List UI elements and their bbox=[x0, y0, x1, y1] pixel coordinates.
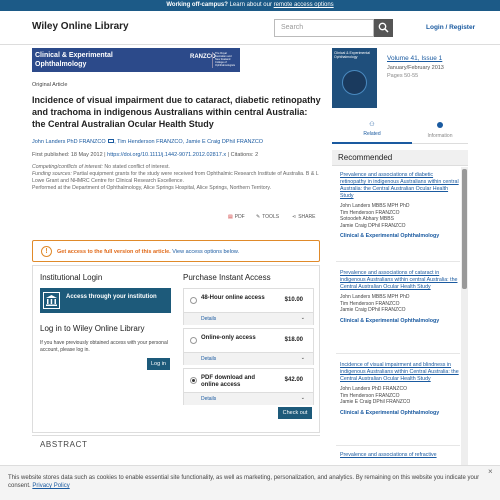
site-logo[interactable]: Wiley Online Library bbox=[32, 21, 129, 32]
recommended-scrollbar[interactable] bbox=[461, 167, 468, 467]
site-header bbox=[0, 11, 500, 45]
tab-related[interactable] bbox=[332, 118, 412, 144]
purchase-option[interactable] bbox=[183, 328, 314, 365]
recommended-author: Tim Henderson FRANZCO bbox=[340, 300, 400, 307]
divider bbox=[336, 445, 460, 446]
institution-access-button[interactable] bbox=[40, 288, 171, 313]
purchase-option[interactable] bbox=[183, 368, 314, 405]
details-label: Details bbox=[201, 396, 217, 402]
abstract-heading: ABSTRACT bbox=[40, 440, 88, 449]
login-description: If you have previously obtained access with your personal account, please log in. bbox=[40, 340, 168, 353]
journal-banner-org-logo: The Royal Australian and New Zealand College of Ophthalmologists bbox=[212, 52, 236, 68]
option-name: PDF download and online access bbox=[201, 375, 255, 388]
article-title: Incidence of visual impairment due to cataract, diabetic retinopathy and trachoma in indigenous Australians within central Australia: the Central Australian Ocular Health Study bbox=[32, 95, 321, 129]
email-icon[interactable] bbox=[108, 139, 114, 143]
funding-text: Partial equipment grants for the study were received from Ophthalmic Research Institute of Australia. B & L Lowe Grant and NHMRC Centre for Clinical Research Excellence. bbox=[32, 171, 319, 184]
option-radio[interactable] bbox=[190, 377, 197, 384]
journal-banner-name: Clinical & Experimental Ophthalmology bbox=[35, 52, 113, 68]
cookie-banner bbox=[0, 465, 500, 500]
cookie-text: This website stores data such as cookies to enable essential site functionality, as well as marketing, personalization, and analytics. By remaining on this website you indicate your consent. bbox=[8, 475, 480, 489]
list-item bbox=[340, 362, 460, 416]
option-price: $18.00 bbox=[284, 337, 303, 343]
divider bbox=[32, 435, 320, 436]
recommended-authors bbox=[340, 386, 460, 406]
access-notice bbox=[32, 240, 320, 262]
details-label: Details bbox=[201, 356, 217, 362]
info-circle-icon bbox=[437, 122, 443, 128]
institution-access-label: Access through your institution bbox=[66, 294, 157, 300]
option-details-toggle[interactable] bbox=[184, 352, 313, 365]
option-radio[interactable] bbox=[190, 337, 197, 344]
recommended-journal-link[interactable]: Clinical & Experimental Ophthalmology bbox=[340, 409, 440, 416]
info-icon: ! bbox=[41, 246, 52, 257]
login-button[interactable]: Log in bbox=[147, 358, 170, 370]
tools-button[interactable] bbox=[256, 214, 279, 220]
search-icon bbox=[378, 22, 389, 33]
off-campus-bar bbox=[0, 0, 500, 11]
recommended-journal-link[interactable]: Clinical & Experimental Ophthalmology bbox=[340, 317, 440, 324]
option-name: 48-Hour online access bbox=[201, 295, 265, 301]
option-price: $10.00 bbox=[284, 297, 303, 303]
list-item bbox=[340, 172, 460, 239]
list-item bbox=[340, 270, 460, 324]
option-radio[interactable] bbox=[190, 297, 197, 304]
performed-text: Performed at the Department of Ophthalmology, Alice Springs Hospital, Alice Springs, Northern Territory. bbox=[32, 185, 272, 191]
checkout-button[interactable]: Check out bbox=[278, 407, 312, 419]
first-published-date: 18 May 2012 bbox=[70, 152, 103, 158]
pdf-label: PDF bbox=[234, 214, 245, 220]
tab-information-label: Information bbox=[427, 133, 453, 139]
access-notice-bold: Get access to the full version of this article. bbox=[57, 249, 171, 255]
recommended-title-link[interactable]: Prevalence and associations of refractive bbox=[340, 452, 437, 458]
share-icon: ⋖ bbox=[292, 214, 297, 220]
remote-access-link[interactable]: remote access options bbox=[273, 2, 334, 8]
pdf-icon: ▤ bbox=[228, 214, 233, 220]
competing-text: No stated conflict of interest. bbox=[104, 164, 170, 170]
recommended-title-link[interactable]: Prevalence and associations of diabetic retinopathy in indigenous Australians within central Australia: the Central Australian Ocular Health Study bbox=[340, 172, 459, 199]
access-options-link[interactable]: View access options below. bbox=[172, 249, 240, 255]
option-name: Online-only access bbox=[201, 335, 256, 341]
journal-banner[interactable] bbox=[32, 48, 240, 72]
volume-issue-link[interactable]: Volume 41, Issue 1 bbox=[387, 55, 443, 62]
option-details-toggle[interactable] bbox=[184, 392, 313, 405]
cover-title: Clinical & Experimental Ophthalmology bbox=[334, 51, 370, 59]
login-register-link[interactable]: Login / Register bbox=[426, 24, 476, 31]
chevron-down-icon: ⌄ bbox=[300, 315, 305, 321]
first-published-label: First published: bbox=[32, 152, 70, 158]
article-notes bbox=[32, 164, 322, 192]
institution-icon bbox=[43, 292, 60, 309]
off-campus-text: Learn about our bbox=[229, 2, 272, 8]
competing-label: Competing/conflicts of interest: bbox=[32, 164, 103, 170]
chevron-down-icon: ⌄ bbox=[300, 395, 305, 401]
recommended-author: John Landers MBBS MPH PhD bbox=[340, 294, 410, 300]
search-button[interactable] bbox=[374, 19, 393, 37]
recommended-title-link[interactable]: Prevalence and associations of cataract in indigenous Australians within central Australia: the Central Australian Ocular Health Study bbox=[340, 270, 458, 290]
option-price: $42.00 bbox=[284, 377, 303, 383]
cover-image bbox=[342, 70, 367, 95]
tools-label: TOOLS bbox=[262, 214, 280, 220]
recommended-heading: Recommended bbox=[332, 150, 468, 166]
recommended-author: John Landers PhD FRANZCO bbox=[340, 386, 407, 392]
purchase-option[interactable] bbox=[183, 288, 314, 325]
recommended-author: Sotoodeh Abhary MBBS bbox=[340, 216, 394, 222]
option-details-toggle[interactable] bbox=[184, 312, 313, 325]
divider bbox=[336, 353, 460, 354]
recommended-author: Jamie E Craig DPhil FRANZCO bbox=[340, 399, 411, 405]
chevron-down-icon: ⌄ bbox=[300, 355, 305, 361]
recommended-authors bbox=[340, 203, 460, 229]
share-button[interactable] bbox=[292, 214, 315, 220]
tab-information[interactable] bbox=[412, 118, 468, 144]
journal-banner-org: RANZCO bbox=[190, 54, 216, 60]
institutional-login-heading: Institutional Login bbox=[40, 273, 103, 282]
funding-label: Funding sources: bbox=[32, 171, 72, 177]
details-label: Details bbox=[201, 316, 217, 322]
close-icon[interactable]: × bbox=[488, 467, 493, 476]
citations-count[interactable]: Citations: 2 bbox=[230, 152, 259, 158]
recommended-author: Tim Henderson FRANZCO bbox=[340, 209, 400, 216]
scrollbar-thumb[interactable] bbox=[462, 169, 467, 289]
recommended-author: Jamie Craig DPhil FRANZCO bbox=[340, 222, 406, 229]
login-heading: Log in to Wiley Online Library bbox=[40, 324, 145, 333]
recommended-author: Jamie Craig DPhil FRANZCO bbox=[340, 307, 406, 313]
journal-cover[interactable] bbox=[332, 48, 377, 108]
recommended-title-link[interactable]: Incidence of visual impairment and blindness in indigenous Australians within Central Australia: the Central Australian Ocular Health Study bbox=[340, 362, 459, 382]
article-type: Original Article bbox=[32, 82, 68, 88]
issue-date: January/February 2013 bbox=[387, 65, 444, 71]
search-input[interactable]: Search bbox=[274, 19, 374, 37]
author-link[interactable]: John Landers PhD FRANZCO bbox=[32, 139, 106, 145]
recommended-author: John Landers MBBS MPH PhD bbox=[340, 203, 410, 209]
pdf-button[interactable] bbox=[228, 214, 245, 220]
author-link[interactable]: Tim Henderson FRANZCO bbox=[117, 139, 183, 145]
network-icon: ⚇ bbox=[369, 122, 375, 128]
doi-link[interactable]: https://doi.org/10.1111/j.1442-9071.2012.02817.x bbox=[107, 152, 227, 158]
recommended-authors bbox=[340, 294, 460, 314]
purchase-heading: Purchase Instant Access bbox=[183, 273, 271, 282]
privacy-policy-link[interactable]: Privacy Policy bbox=[32, 483, 70, 489]
recommended-author: Tim Henderson FRANZCO bbox=[340, 392, 400, 399]
access-panel bbox=[32, 265, 320, 433]
wrench-icon: ✎ bbox=[256, 214, 261, 220]
tab-related-label: Related bbox=[363, 131, 381, 137]
list-item bbox=[340, 452, 460, 459]
publication-info: First published: 18 May 2012 | https://doi.org/10.1111/j.1442-9071.2012.02817.x | Citations: 2 bbox=[32, 152, 259, 158]
author-link[interactable]: Jamie E Craig DPhil FRANZCO bbox=[185, 139, 264, 145]
author-list: John Landers PhD FRANZCO , Tim Henderson FRANZCO, Jamie E Craig DPhil FRANZCO bbox=[32, 139, 264, 145]
issue-pages: Pages 50-55 bbox=[387, 73, 419, 79]
share-label: SHARE bbox=[298, 214, 316, 220]
recommended-journal-link[interactable]: Clinical & Experimental Ophthalmology bbox=[340, 233, 440, 239]
off-campus-label: Working off-campus? bbox=[166, 2, 228, 8]
divider bbox=[336, 261, 460, 262]
